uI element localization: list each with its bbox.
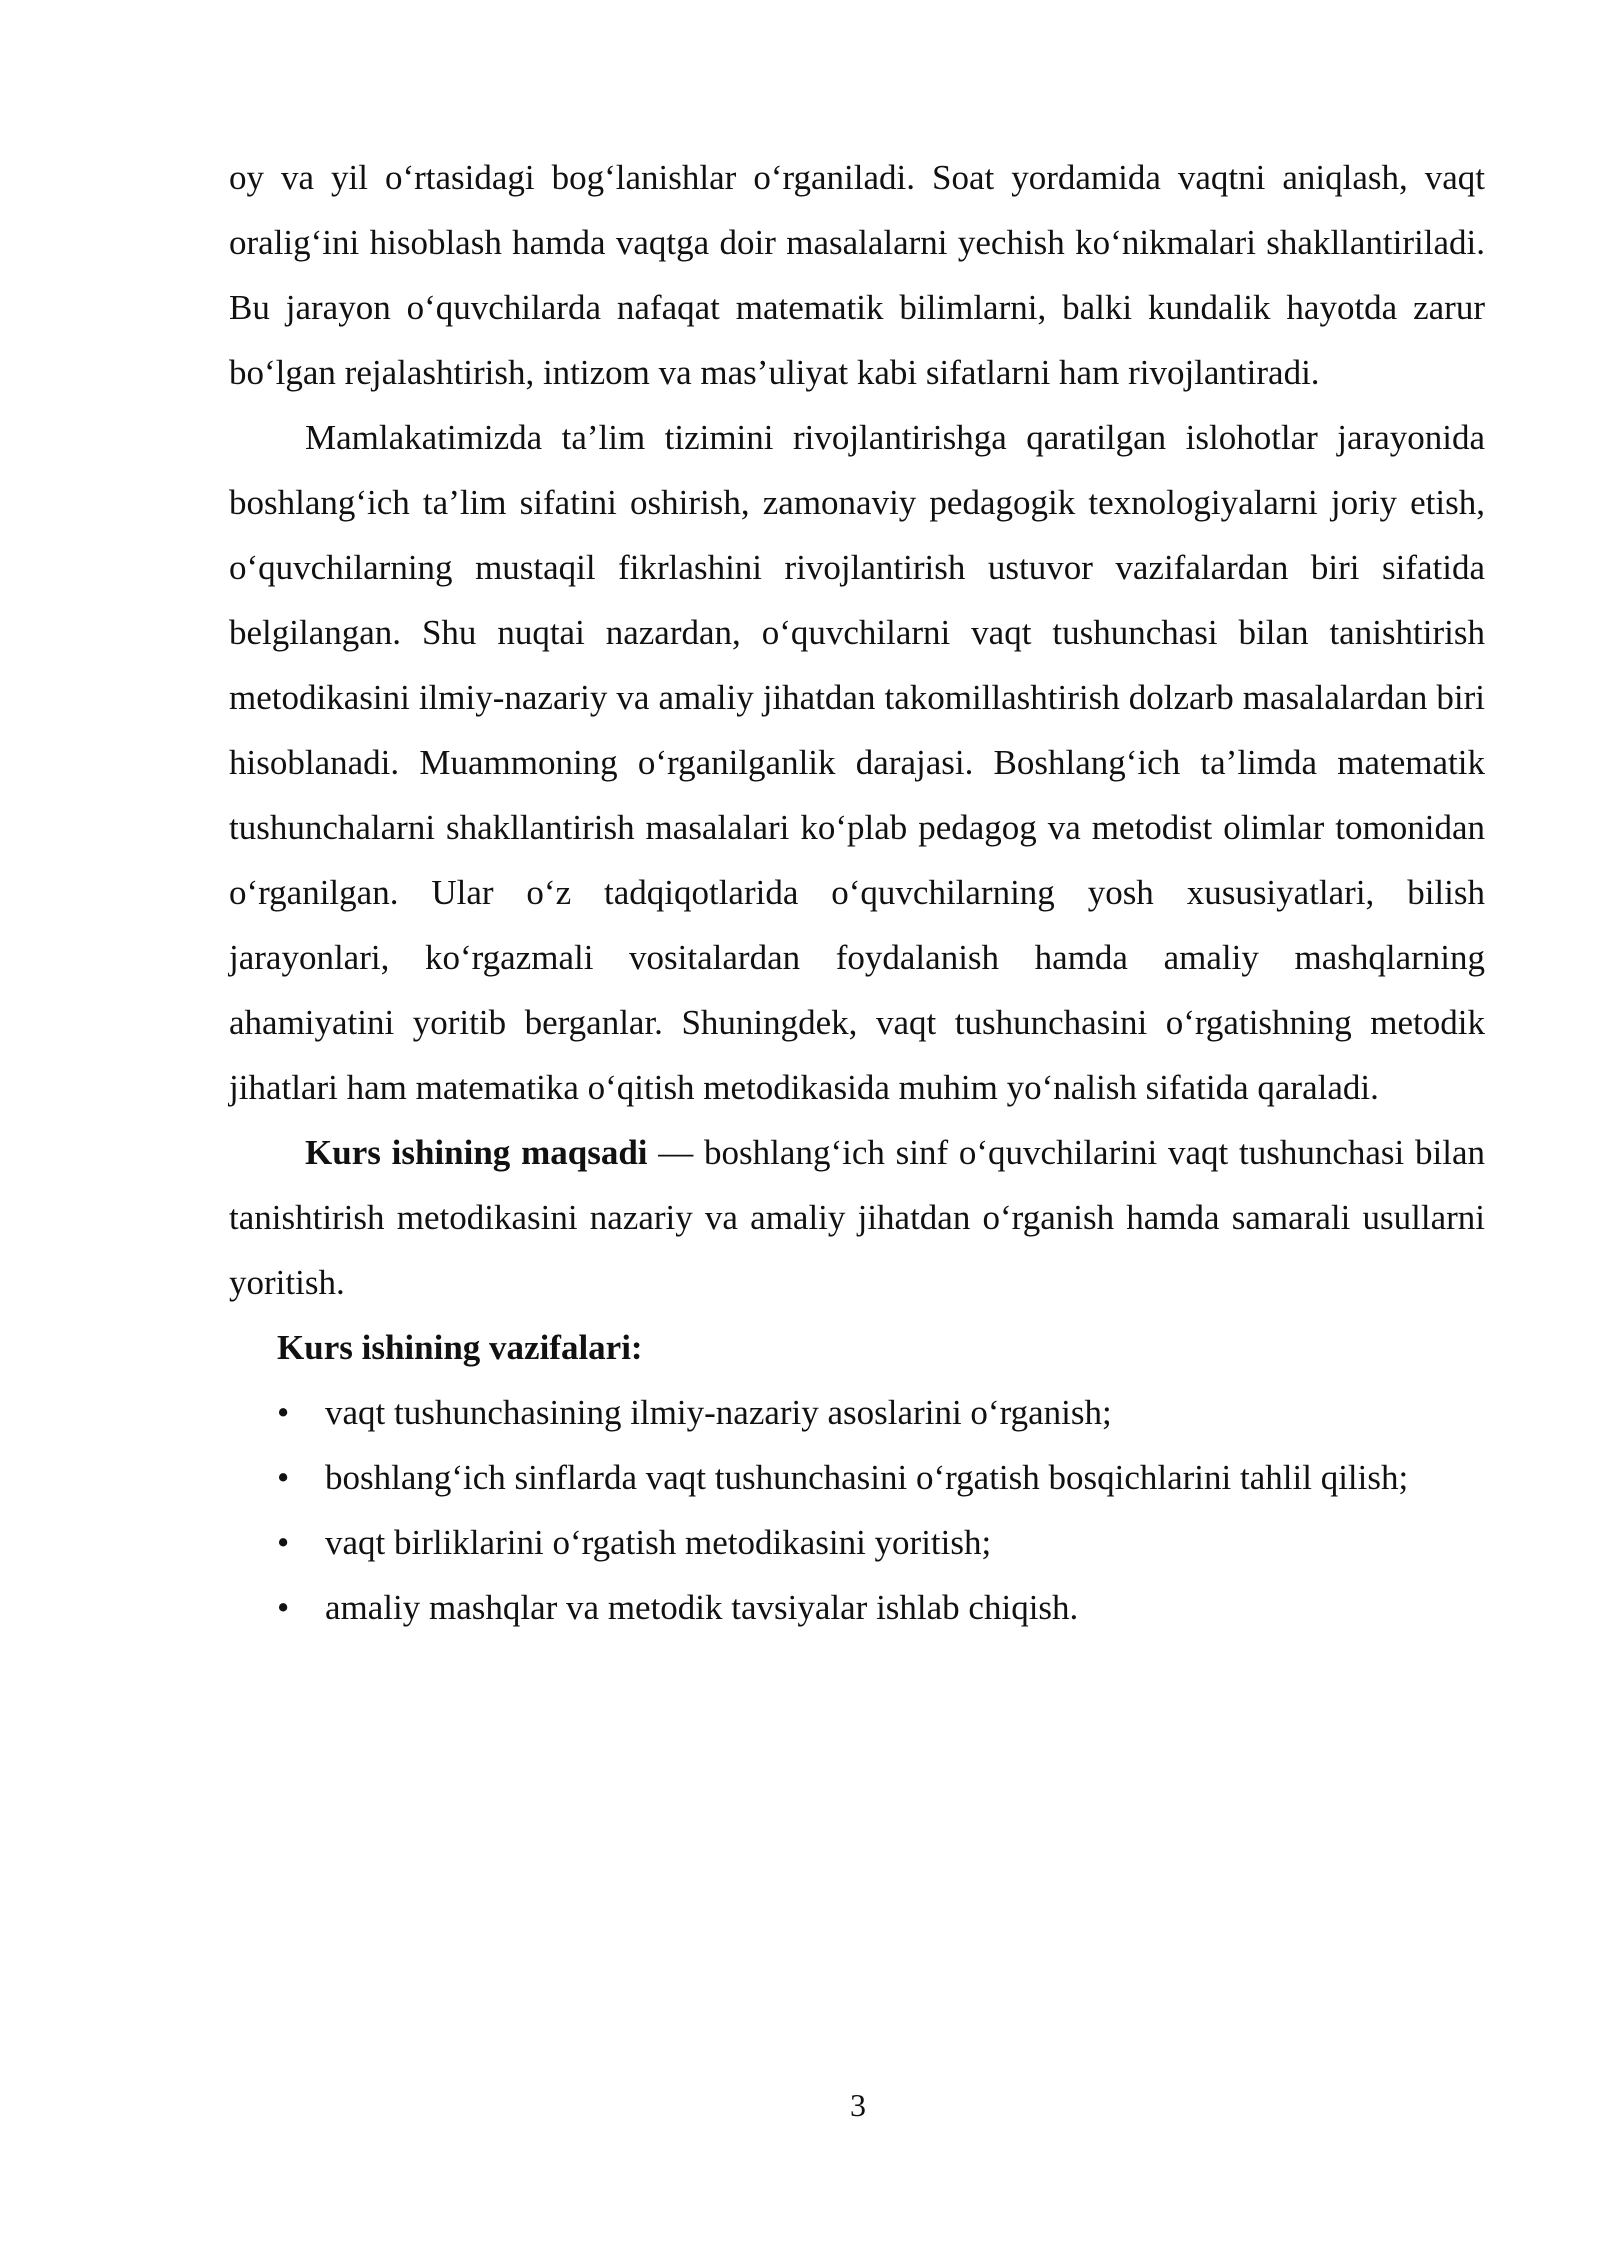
list-item-text: boshlang‘ich sinflarda vaqt tushunchasini o‘rgatish bosqichlarini tahlil qilish;: [325, 1458, 1409, 1497]
page-content: [229, 145, 1485, 1640]
list-item-text: vaqt birliklarini o‘rgatish metodikasini yoritish;: [325, 1523, 992, 1562]
goal-text: — boshlang‘ich sinf o‘quvchilarini vaqt tushunchasi bilan tanishtirish metodikasini nazariy va amaliy jihatdan o‘rganish hamda samarali usullarni yoritish.: [229, 1133, 1485, 1302]
page-number: 3: [850, 2087, 866, 2123]
tasks-heading: Kurs ishining vazifalari:: [277, 1328, 643, 1367]
list-item: [229, 1380, 1485, 1445]
list-item-text: amaliy mashqlar va metodik tavsiyalar ishlab chiqish.: [325, 1588, 1079, 1627]
tasks-list: [229, 1380, 1485, 1640]
list-item: [229, 1575, 1485, 1640]
bullet-icon: •: [277, 1523, 290, 1562]
goal-label: Kurs ishining maqsadi: [305, 1133, 648, 1172]
bullet-icon: •: [277, 1588, 290, 1627]
list-item-text: vaqt tushunchasining ilmiy-nazariy asoslarini o‘rganish;: [325, 1393, 1112, 1432]
paragraph-reforms: Mamlakatimizda ta’lim tizimini rivojlantirishga qaratilgan islohotlar jarayonida boshlang‘ich ta’lim sifatini oshirish, zamonaviy pedagogik texnologiyalarni joriy etish, o‘quvchilarning mustaqil fikrlashini rivojlantirish ustuvor vazifalardan biri sifatida belgilangan. Shu nuqtai nazardan, o‘quvchilarni vaqt tushunchasi bilan tanishtirish metodikasini ilmiy-nazariy va amaliy jihatdan takomillashtirish dolzarb masalalardan biri hisoblanadi. Muammoning o‘rganilganlik darajasi. Boshlang‘ich ta’limda matematik tushunchalarni shakllantirish masalalari ko‘plab pedagog va metodist olimlar tomonidan o‘rganilgan. Ular o‘z tadqiqotlarida o‘quvchilarning yosh xususiyatlari, bilish jarayonlari, ko‘rgazmali vositalardan foydalanish hamda amaliy mashqlarning ahamiyatini yoritib berganlar. Shuningdek, vaqt tushunchasini o‘rgatishning metodik jihatlari ham matematika o‘qitish metodikasida muhim yo‘nalish sifatida qaraladi.: [229, 418, 1485, 1107]
paragraph-continuation: oy va yil o‘rtasidagi bog‘lanishlar o‘rganiladi. Soat yordamida vaqtni aniqlash, vaqt oralig‘ini hisoblash hamda vaqtga doir masalalarni yechish ko‘nikmalari shakllantiriladi. Bu jarayon o‘quvchilarda nafaqat matematik bilimlarni, balki kundalik hayotda zarur bo‘lgan rejalashtirish, intizom va mas’uliyat kabi sifatlarni ham rivojlantiradi.: [229, 158, 1485, 392]
bullet-icon: •: [277, 1393, 290, 1432]
bullet-icon: •: [277, 1458, 290, 1497]
paragraph-goal: [229, 1120, 1485, 1315]
list-item: [229, 1445, 1485, 1510]
list-item: [229, 1510, 1485, 1575]
